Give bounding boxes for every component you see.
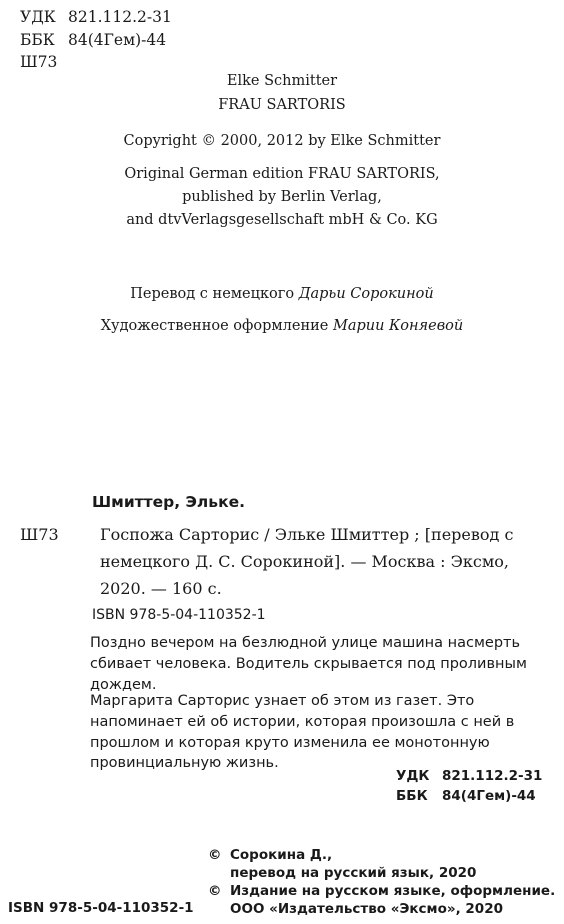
copyright-row-2 [208,864,555,882]
bottom-udk-label: УДК [396,768,430,784]
bbk-row [20,29,172,52]
edition-line-3: and dtvVerlagsgesellschaft mbH & Co. KG [126,212,438,228]
catalog-heading: Шмиттер, Элькe. [92,493,245,511]
design-credit [0,318,564,334]
bbk-value: 84(4Гем)-44 [68,30,167,49]
copyright-row-1 [208,846,555,864]
bottom-isbn: ISBN 978-5-04-110352-1 [8,900,194,916]
edition-line-2: published by Berlin Verlag, [182,189,382,205]
copyright-symbol: © [208,847,222,863]
translation-prefix: Перевод с немецкого [130,286,295,302]
bottom-bbk-row [396,786,542,806]
design-prefix: Художественное оформление [100,318,329,334]
copyright-text-3: Издание на русском языке, оформление. [230,883,556,899]
original-author: Elke Schmitter [226,73,338,89]
copyright-text-1: Сорокина Д., [230,847,333,863]
udk-value: 821.112.2-31 [68,8,172,26]
bottom-udk-row [396,766,542,786]
original-title: FRAU SARTORIS [218,97,346,113]
copyright-row-3 [208,882,555,900]
translator-name: Дарьи Сорокиной [298,286,434,302]
cutter-row [20,51,172,74]
catalog-isbn: ISBN 978-5-04-110352-1 [92,607,266,623]
copyright-line: Copyright © 2000, 2012 by Elke Schmitter [123,133,441,149]
catalog-cutter: Ш73 [20,525,59,544]
udk-row [20,6,172,29]
annotation-paragraph-2: Маргарита Сарторис узнает об этом из газет. Это напоминает ей об истории, которая произошла с ней в прошлом и которая круто изменила ее монотонную провинциальную жизнь. [90,693,515,772]
bbk-label: ББК [20,30,55,49]
udk-label: УДК [20,8,56,26]
designer-name: Марии Коняевой [332,318,464,334]
copyright-text-4: ООО «Издательство «Эксмо», 2020 [230,901,503,917]
bottom-bbk-value: 84(4Гем)-44 [442,788,536,804]
classification-codes [20,6,172,74]
copyright-row-4 [208,900,555,918]
catalog-description: Госпожа Сарторис / Элькe Шмиттер ; [перевод с немецкого Д. С. Сорокиной]. — Москва : Эксмо, 2020. — 160 с. [100,525,514,598]
cutter-code: Ш73 [20,53,58,71]
annotation-paragraph-1: Поздно вечером на безлюдной улице машина насмерть сбивает человека. Водитель скрывается под проливным дождем. [90,635,527,693]
bottom-classification-codes [396,766,542,806]
bottom-udk-value: 821.112.2-31 [442,768,543,784]
translation-credit [0,286,564,302]
copyright-text-2: перевод на русский язык, 2020 [230,865,477,881]
bottom-bbk-label: ББК [396,788,428,804]
copyright-block [208,846,555,918]
edition-line-1: Original German edition FRAU SARTORIS, [124,166,440,182]
copyright-symbol: © [208,883,222,899]
